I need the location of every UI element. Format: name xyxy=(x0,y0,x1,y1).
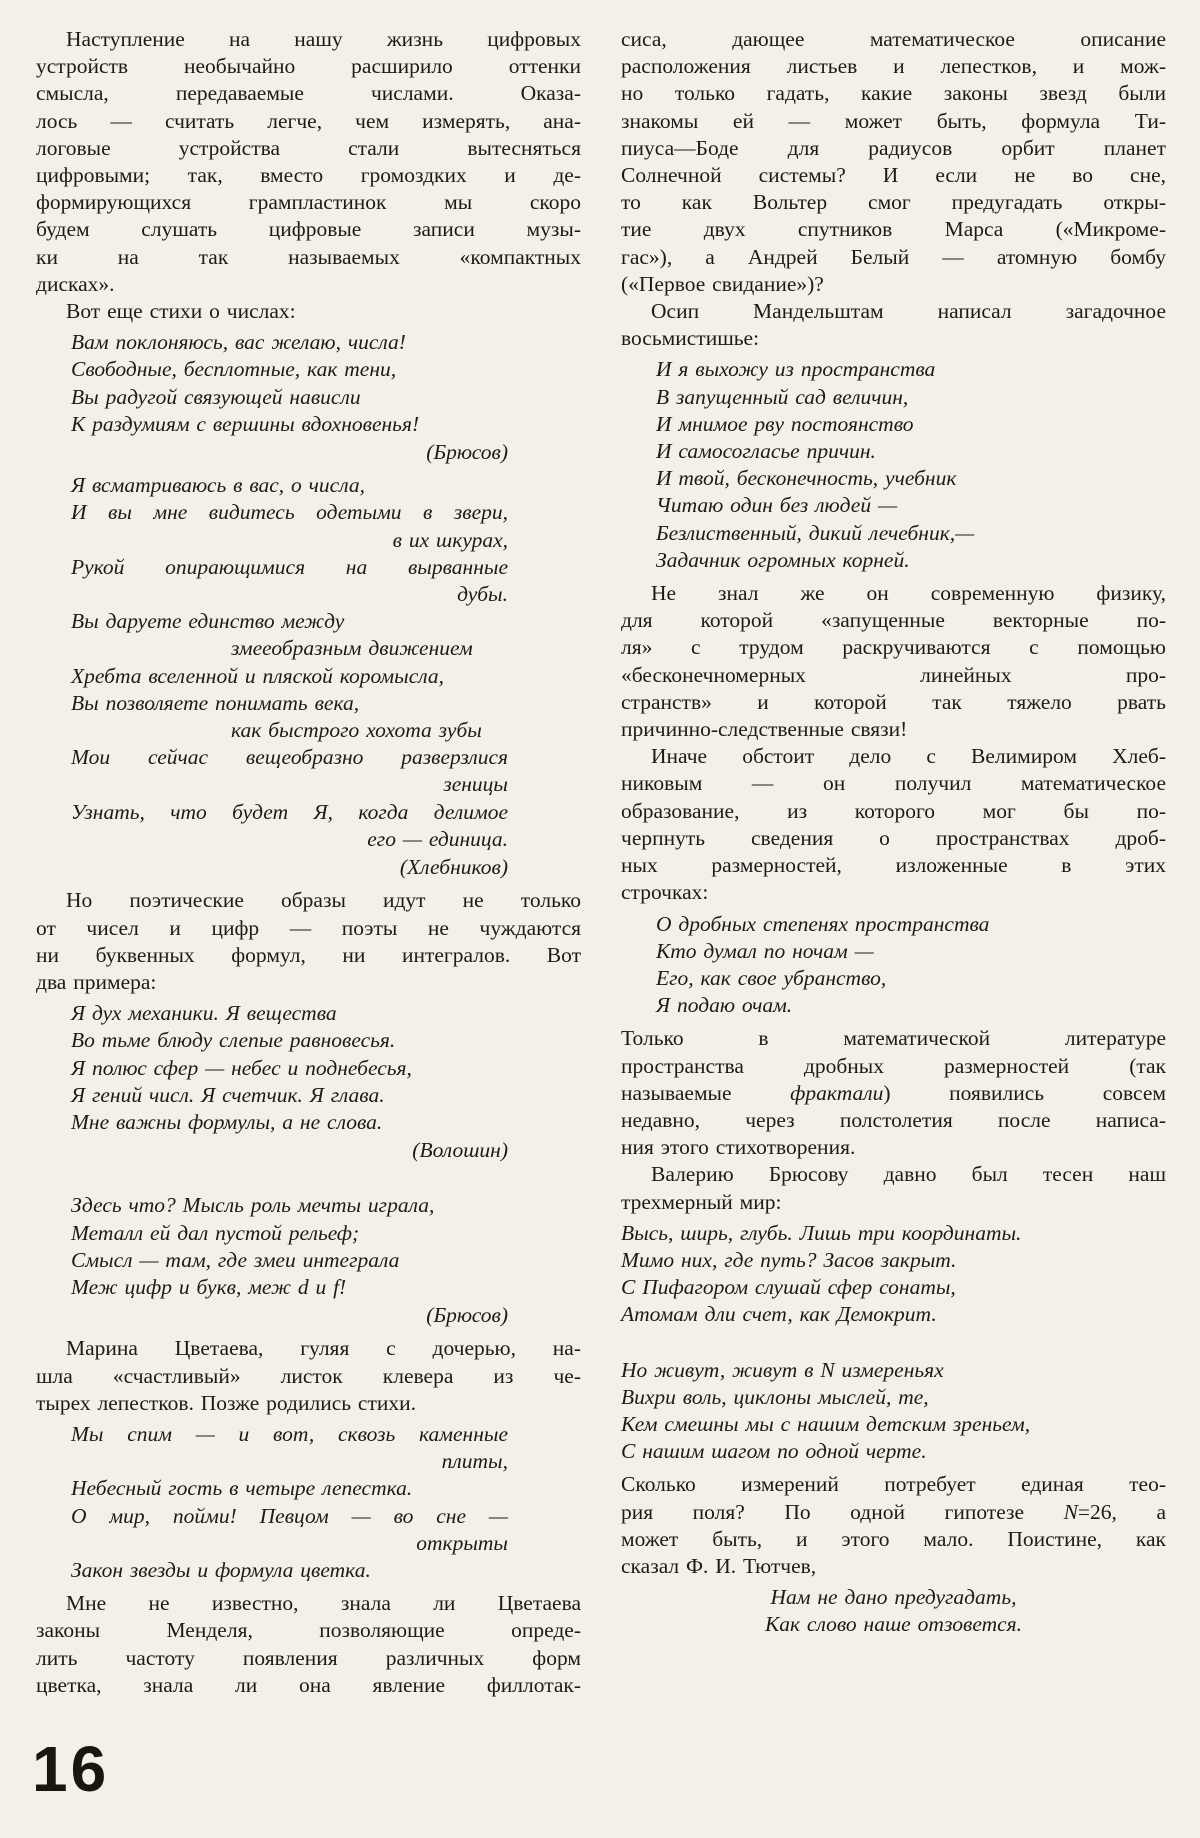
poem-line: Металл ей дал пустой рельеф; xyxy=(71,1220,360,1245)
poem-line: его — единица. xyxy=(367,826,508,851)
poem xyxy=(36,1000,581,1164)
paragraph-line: Валерию Брюсову давно был тесен наш xyxy=(651,1162,1166,1187)
paragraph-line: называемые фрактали) появились совсем xyxy=(621,1080,1166,1105)
paragraph-line: Осип Мандельштам написал загадочное xyxy=(651,299,1166,324)
paragraph-line: Вот еще стихи о числах: xyxy=(66,299,296,324)
paragraph-line: Солнечной системы? И если не во сне, xyxy=(621,163,1166,188)
poem-line: О дробных степенях пространства xyxy=(656,911,990,936)
paragraph-line: Наступление на нашу жизнь цифровых xyxy=(66,27,581,51)
paragraph-line: Не знал же он современную физику, xyxy=(651,581,1166,606)
poem-line: Как слово наше отзовется. xyxy=(764,1612,1023,1637)
paragraph-line: («Первое свидание»)? xyxy=(621,271,824,296)
poem-line: И я выхожу из пространства xyxy=(656,357,936,382)
paragraph-line: причинно-следственные связи! xyxy=(621,717,908,742)
poem-line: Во тьме блюду слепые равновесья. xyxy=(71,1028,396,1053)
poem-line: Смысл — там, где змеи интеграла xyxy=(71,1247,400,1272)
paragraph-line: сиса, дающее математическое описание xyxy=(621,27,1166,51)
paragraph xyxy=(621,743,1166,906)
paragraph-line: тие двух спутников Марса («Микроме- xyxy=(621,217,1166,242)
poem-line: Мимо них, где путь? Засов закрыт. xyxy=(621,1247,957,1272)
poem-line: Мы спим — и вот, сквозь каменные xyxy=(71,1421,508,1446)
poem-line: открыты xyxy=(416,1530,508,1555)
paragraph-line: лить частоту появления различных форм xyxy=(36,1645,581,1670)
paragraph xyxy=(36,298,581,325)
paragraph-line: рия поля? По одной гипотезе N=26, а xyxy=(621,1499,1166,1524)
paragraph-line: Марина Цветаева, гуляя с дочерью, на- xyxy=(66,1336,581,1361)
paragraph xyxy=(621,26,1166,298)
poem-line: в их шкурах, xyxy=(392,527,508,552)
poem-line: змееобразным движением xyxy=(231,636,473,661)
poem-line: Мои сейчас вещеобразно разверзлися xyxy=(71,745,508,770)
poem-line: Вихри воль, циклоны мыслей, те, xyxy=(621,1384,929,1409)
paragraph-line: цветка, знала ли она явление филлотак- xyxy=(36,1672,581,1697)
poem-attribution: (Хлебников) xyxy=(399,855,508,880)
paragraph-line: расположения листьев и лепестков, и мож- xyxy=(621,54,1166,79)
paragraph-line: восьмистишье: xyxy=(621,326,760,351)
paragraph-line: может быть, и этого мало. Поистине, как xyxy=(621,1526,1166,1551)
paragraph-line: шла «счастливый» листок клевера из че- xyxy=(36,1363,581,1388)
paragraph xyxy=(36,1335,581,1417)
paragraph-line: никовым — он получил математическое xyxy=(621,771,1166,796)
poem-line: Я гений числ. Я счетчик. Я глава. xyxy=(71,1082,385,1107)
paragraph-line: логовые устройства стали вытесняться xyxy=(36,135,581,160)
paragraph-line: формирующихся грампластинок мы скоро xyxy=(36,190,581,215)
paragraph xyxy=(621,1471,1166,1580)
paragraph-line: ни буквенных формул, ни интегралов. Вот xyxy=(36,942,581,967)
paragraph xyxy=(621,580,1166,743)
paragraph-line: Мне не известно, знала ли Цветаева xyxy=(66,1591,581,1616)
poem xyxy=(621,911,1166,1020)
poem-line: И самосогласье причин. xyxy=(656,439,876,464)
poem-line: И твой, бесконечность, учебник xyxy=(656,466,957,491)
paragraph-line: два примера: xyxy=(36,969,157,994)
poem-line: Хребта вселенной и пляской коромысла, xyxy=(71,663,445,688)
paragraph-line: но только гадать, какие законы звезд были xyxy=(621,81,1166,106)
paragraph-line: ля» с трудом раскручиваются с помощью xyxy=(621,635,1166,660)
poem-attribution: (Брюсов) xyxy=(426,440,508,465)
poem xyxy=(36,329,581,466)
poem-line: Я всматриваюсь в вас, о числа, xyxy=(71,473,365,498)
page-number: 16 xyxy=(32,1733,110,1805)
poem xyxy=(36,472,581,881)
poem-line: Закон звезды и формула цветка. xyxy=(71,1557,371,1582)
poem xyxy=(36,1421,581,1584)
paragraph-line: странств» и которой так тяжело рвать xyxy=(621,689,1166,714)
paragraph-line: Но поэтические образы идут не только xyxy=(66,888,581,913)
paragraph-line: гас»), а Андрей Белый — атомную бомбу xyxy=(621,244,1166,269)
paragraph-line: недавно, через полстолетия после написа- xyxy=(621,1107,1166,1132)
paragraph xyxy=(36,887,581,996)
text-column-left xyxy=(36,26,581,1699)
poem-line: И мнимое рву постоянство xyxy=(656,411,914,436)
text-column-right xyxy=(621,26,1166,1699)
paragraph-line: трехмерный мир: xyxy=(621,1189,782,1214)
paragraph-line: ния этого стихотворения. xyxy=(621,1135,856,1160)
paragraph-line: дисках». xyxy=(36,271,115,296)
poem-line: Я дух механики. Я вещества xyxy=(71,1001,337,1026)
paragraph-line: пространства дробных размерностей (так xyxy=(621,1053,1166,1078)
poem-line: Читаю один без людей — xyxy=(656,493,898,518)
poem-line: И вы мне видитесь одетыми в звери, xyxy=(71,500,508,525)
poem-line: С Пифагором слушай сфер сонаты, xyxy=(621,1275,956,1300)
paragraph-line: черпнуть сведения о пространствах дроб- xyxy=(621,825,1166,850)
paragraph-line: будем слушать цифровые записи музы- xyxy=(36,217,581,242)
paragraph xyxy=(621,1161,1166,1215)
poem-line: Безлиственный, дикий лечебник,— xyxy=(656,520,975,545)
poem-line: Но живут, живут в N измереньях xyxy=(621,1357,944,1382)
poem-line: как быстрого хохота зубы xyxy=(231,718,482,743)
paragraph-line: пиуса—Боде для радиусов орбит планет xyxy=(621,135,1166,160)
poem-line: Кем смешны мы с нашим детским зреньем, xyxy=(621,1411,1031,1436)
poem-line: Вам поклоняюсь, вас желаю, числа! xyxy=(71,330,406,355)
paragraph-line: знакомы ей — может быть, формула Ти- xyxy=(621,108,1166,133)
poem-line: Мне важны формулы, а не слова. xyxy=(71,1109,383,1134)
poem-line: О мир, пойми! Певцом — во сне — xyxy=(71,1503,508,1528)
poem-attribution: (Волошин) xyxy=(412,1138,508,1163)
poem-line: Вы радугой связующей нависли xyxy=(71,384,361,409)
paragraph-line: то как Вольтер смог предугадать откры- xyxy=(621,190,1166,215)
poem-line: Я подаю очам. xyxy=(656,993,793,1018)
poem-line: К раздумиям с вершины вдохновенья! xyxy=(71,411,420,436)
paragraph-line: строчках: xyxy=(621,880,709,905)
poem-line: Кто думал по ночам — xyxy=(656,938,874,963)
poem-line: Вы даруете единство между xyxy=(71,609,345,634)
paragraph-line: Только в математической литературе xyxy=(621,1026,1166,1051)
paragraph-line: смысла, передаваемые числами. Оказа- xyxy=(36,81,581,106)
poem-line: Здесь что? Мысль роль мечты играла, xyxy=(71,1193,435,1218)
poem-line: Я полюс сфер — небес и поднебесья, xyxy=(71,1055,412,1080)
poem-line: Свободные, бесплотные, как тени, xyxy=(71,357,397,382)
paragraph-line: ки на так называемых «компактных xyxy=(36,244,581,269)
paragraph-line: устройств необычайно расширило оттенки xyxy=(36,54,581,79)
poem-line: Высь, ширь, глубь. Лишь три координаты. xyxy=(621,1220,1022,1245)
paragraph-line: сказал Ф. И. Тютчев, xyxy=(621,1553,817,1578)
poem-line: В запущенный сад величин, xyxy=(656,384,909,409)
paragraph-line: цифровыми; так, вместо громоздких и де- xyxy=(36,163,581,188)
paragraph-line: от чисел и цифр — поэты не чуждаются xyxy=(36,915,581,940)
paragraph-line: лось — считать легче, чем измерять, ана- xyxy=(36,108,581,133)
poem-line: дубы. xyxy=(457,582,508,607)
poem-line: Нам не дано предугадать, xyxy=(770,1585,1017,1610)
paragraph xyxy=(36,26,581,298)
paragraph-line: Сколько измерений потребует единая тео- xyxy=(621,1472,1166,1497)
paragraph-line: Иначе обстоит дело с Велимиром Хлеб- xyxy=(651,744,1166,769)
poem-line: Задачник огромных корней. xyxy=(656,547,910,572)
paragraph-line: тырех лепестков. Позже родились стихи. xyxy=(36,1390,417,1415)
poem xyxy=(621,1357,1166,1466)
poem-line: плиты, xyxy=(441,1449,508,1474)
paragraph-line: для которой «запущенные векторные по- xyxy=(621,608,1166,633)
paragraph-line: ных размерностей, изложенные в этих xyxy=(621,853,1166,878)
paragraph-line: образование, из которого мог бы по- xyxy=(621,798,1166,823)
paragraph-line: законы Менделя, позволяющие опреде- xyxy=(36,1618,581,1643)
paragraph-line: «бесконечномерных линейных про- xyxy=(621,662,1166,687)
poem-line: Атомам дли счет, как Демокрит. xyxy=(621,1302,937,1327)
poem-line: Узнать, что будет Я, когда делимое xyxy=(71,799,508,824)
poem-line: Вы позволяете понимать века, xyxy=(71,690,360,715)
poem xyxy=(621,1220,1166,1329)
poem-line: С нашим шагом по одной черте. xyxy=(621,1439,927,1464)
poem-line: Небесный гость в четыре лепестка. xyxy=(71,1476,413,1501)
poem-line: зеницы xyxy=(443,772,508,797)
poem xyxy=(36,1192,581,1329)
paragraph xyxy=(621,298,1166,352)
poem-line: Его, как свое убранство, xyxy=(656,965,887,990)
paragraph xyxy=(36,1590,581,1699)
poem-attribution: (Брюсов) xyxy=(426,1303,508,1328)
paragraph xyxy=(621,1025,1166,1161)
poem xyxy=(621,1584,1166,1638)
poem-line: Рукой опирающимися на вырванные xyxy=(71,554,508,579)
poem xyxy=(621,356,1166,574)
poem-line: Меж цифр и букв, меж d и f! xyxy=(71,1274,347,1299)
